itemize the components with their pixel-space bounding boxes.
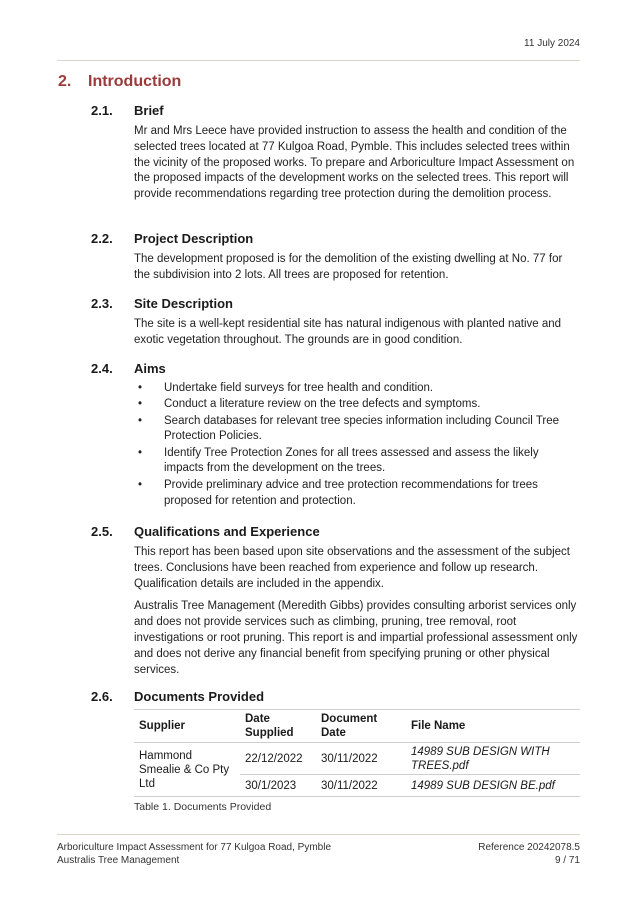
- qualifications-paragraph-1: This report has been based upon site observations and the assessment of the subject trees. Conclusions have been reached from experience and follow up research. Qualification details are included in the appendix.: [134, 546, 570, 590]
- chapter-title: Introduction: [88, 73, 182, 90]
- footer-right: [478, 841, 580, 867]
- header-divider: [57, 60, 580, 61]
- bullet: •: [138, 478, 143, 491]
- section-number: 2.1.: [91, 103, 113, 118]
- footer-left: [57, 841, 331, 867]
- bullet: •: [138, 414, 143, 427]
- footer-divider: [57, 834, 580, 835]
- footer-report-title: Arboriculture Impact Assessment for 77 Kulgoa Road, Pymble: [57, 842, 332, 853]
- list-item: • Undertake field surveys for tree health and condition.: [91, 381, 581, 397]
- section-aims: [91, 361, 581, 510]
- section-number: 2.3.: [91, 296, 113, 311]
- list-item: • Conduct a literature review on the tree defects and symptoms.: [91, 397, 581, 413]
- file-name-cell: 14989 SUB DESIGN WITH TREES.pdf: [406, 743, 580, 775]
- section-number: 2.2.: [91, 231, 113, 246]
- header-date: 11 July 2024: [524, 38, 580, 49]
- section-title: Aims: [134, 361, 166, 376]
- footer-reference: Reference 20242078.5: [478, 842, 580, 853]
- section-brief: [91, 103, 581, 203]
- section-qualifications: [91, 524, 581, 678]
- supplier-cell: Hammond Smealie & Co Pty Ltd: [134, 743, 240, 797]
- section-qualifications-heading: [91, 524, 581, 539]
- bullet: •: [138, 446, 143, 459]
- chapter-heading: [58, 73, 181, 91]
- document-date-cell: 30/11/2022: [316, 775, 406, 797]
- list-item: • Identify Tree Protection Zones for all trees assessed and assess the likely impacts from the development on the trees.: [138, 446, 539, 475]
- column-header-supplier: Supplier: [134, 710, 240, 743]
- section-brief-heading: [91, 103, 581, 118]
- site-text: The site is a well-kept residential site has natural indigenous with planted native and exotic vegetation throughout. The grounds are in good condition.: [134, 318, 562, 346]
- table-row: [134, 743, 580, 775]
- section-number: 2.6.: [91, 689, 113, 704]
- section-site-heading: [91, 296, 581, 311]
- section-number: 2.4.: [91, 361, 113, 376]
- documents-table: [134, 709, 580, 797]
- column-header-file-name: File Name: [406, 710, 580, 743]
- table-caption: Table 1. Documents Provided: [134, 801, 272, 813]
- section-number: 2.5.: [91, 524, 113, 539]
- section-documents: [91, 689, 581, 813]
- date-supplied-cell: 22/12/2022: [240, 743, 316, 775]
- section-title: Site Description: [134, 296, 233, 311]
- column-header-date-supplied: Date Supplied: [240, 710, 316, 743]
- table-header-row: [134, 710, 580, 743]
- footer-company: Australis Tree Management: [57, 855, 180, 866]
- bullet: •: [138, 382, 143, 394]
- section-project-description: [91, 231, 581, 284]
- file-name-cell: 14989 SUB DESIGN BE.pdf: [406, 775, 580, 797]
- section-site-description: [91, 296, 581, 349]
- chapter-number: 2.: [58, 73, 72, 90]
- section-aims-heading: [91, 361, 581, 376]
- footer-page-number: 9 / 71: [554, 855, 580, 866]
- list-item: • Provide preliminary advice and tree protection recommendations for trees proposed for retention and protection.: [138, 478, 538, 507]
- column-header-document-date: Document Date: [316, 710, 406, 743]
- aims-list: [91, 381, 581, 509]
- bullet: •: [138, 398, 143, 411]
- brief-text: Mr and Mrs Leece have provided instruction to assess the health and condition of the selected trees located at 77 Kulgoa Road, Pymble. This includes selected trees within the vicinity of the proposed works. To prepare and Arboriculture Impact Assessment on the proposed impacts of the development works on the selected trees. This report will provide recommendations regarding tree protection during the demolition process.: [134, 125, 575, 201]
- list-item: • Search databases for relevant tree species information including Council Tree Protection Policies.: [138, 414, 560, 443]
- section-project-heading: [91, 231, 581, 246]
- date-supplied-cell: 30/1/2023: [240, 775, 316, 797]
- section-title: Documents Provided: [134, 689, 265, 704]
- section-title: Qualifications and Experience: [134, 524, 320, 539]
- project-text: The development proposed is for the demolition of the existing dwelling at No. 77 for the subdivision into 2 lots. All trees are proposed for retention.: [134, 253, 563, 281]
- section-documents-heading: [91, 689, 581, 704]
- document-date-cell: 30/11/2022: [316, 743, 406, 775]
- section-title: Project Description: [134, 231, 254, 246]
- section-title: Brief: [134, 103, 164, 118]
- qualifications-paragraph-2: Australis Tree Management (Meredith Gibbs) provides consulting arborist services only and does not provide services such as climbing, pruning, tree removal, root investigations or root pruning. This report is and impartial professional assessment only and does not derive any financial benefit from specifying pruning or other physical services.: [134, 600, 578, 676]
